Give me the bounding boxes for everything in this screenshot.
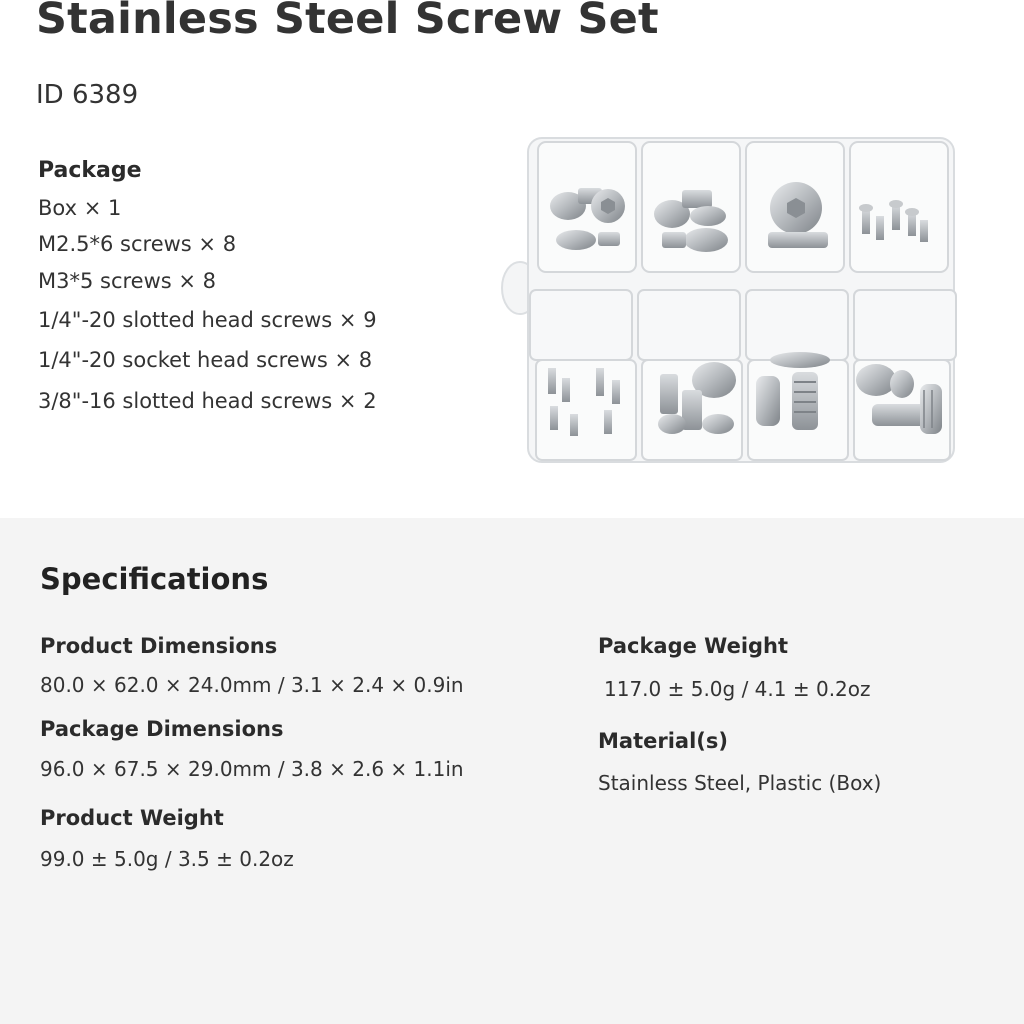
- package-item: M2.5*6 screws × 8: [38, 232, 237, 256]
- product-photo: [500, 128, 964, 474]
- product-weight-value: 99.0 ± 5.0g / 3.5 ± 0.2oz: [40, 847, 294, 871]
- package-item: Box × 1: [38, 196, 122, 220]
- product-dimensions-label: Product Dimensions: [40, 634, 278, 658]
- specifications-heading: Specifications: [40, 562, 269, 596]
- package-item: M3*5 screws × 8: [38, 269, 217, 293]
- product-dimensions-value: 80.0 × 62.0 × 24.0mm / 3.1 × 2.4 × 0.9in: [40, 673, 464, 697]
- product-title: Stainless Steel Screw Set: [36, 0, 659, 44]
- package-dimensions-label: Package Dimensions: [40, 717, 284, 741]
- product-id: ID 6389: [36, 80, 139, 110]
- product-weight-label: Product Weight: [40, 806, 224, 830]
- package-weight-label: Package Weight: [598, 634, 789, 658]
- package-dimensions-value: 96.0 × 67.5 × 29.0mm / 3.8 × 2.6 × 1.1in: [40, 757, 464, 781]
- materials-label: Material(s): [598, 729, 728, 753]
- package-weight-value: 117.0 ± 5.0g / 4.1 ± 0.2oz: [604, 677, 871, 701]
- package-item: 1/4"-20 slotted head screws × 9: [38, 308, 377, 332]
- package-item: 3/8"-16 slotted head screws × 2: [38, 389, 377, 413]
- package-item: 1/4"-20 socket head screws × 8: [38, 348, 373, 372]
- package-heading: Package: [38, 158, 142, 183]
- materials-value: Stainless Steel, Plastic (Box): [598, 771, 882, 795]
